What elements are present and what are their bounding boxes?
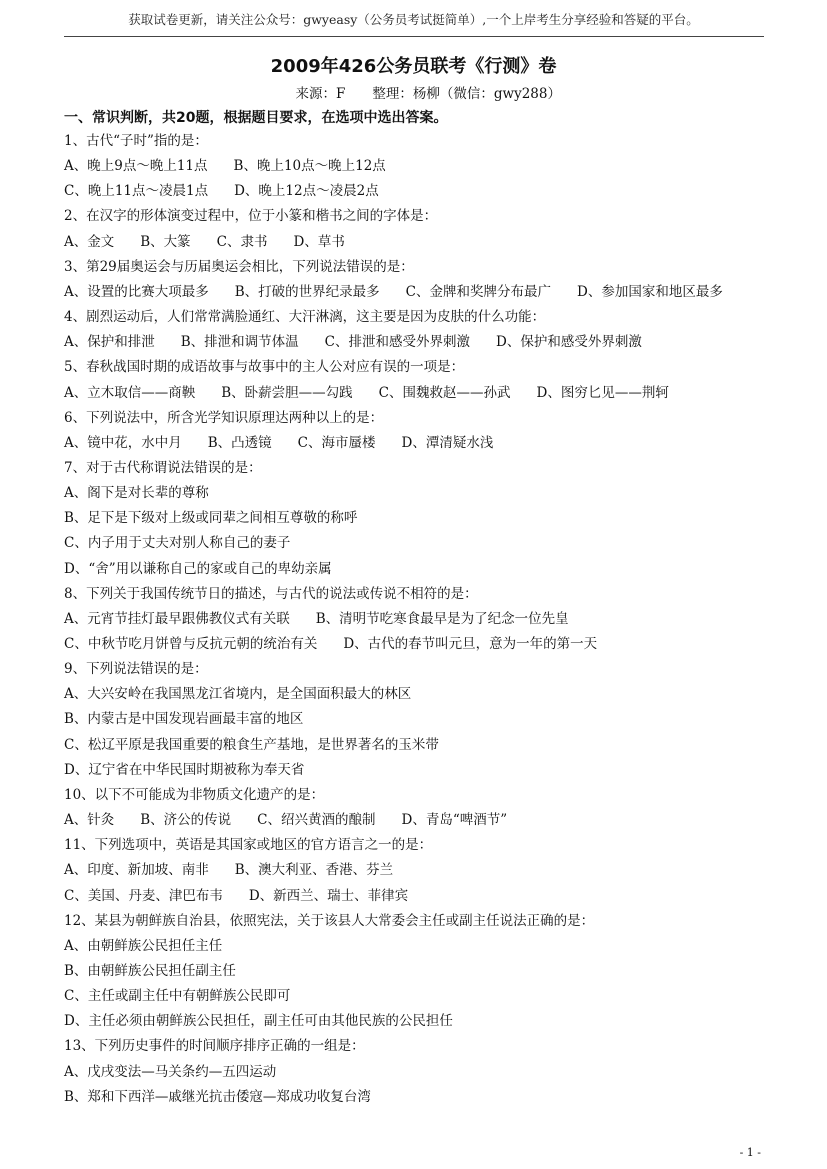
question-line: A、阁下是对长辈的尊称: [64, 485, 209, 502]
answer-option: C、围魏救赵——孙武: [378, 384, 511, 401]
options-row: [64, 811, 507, 829]
question-line: B、内蒙古是中国发现岩画最丰富的地区: [64, 711, 304, 728]
answer-option: B、打破的世界纪录最多: [234, 283, 380, 300]
question-line: 1、古代“子时”指的是：: [64, 133, 208, 149]
answer-option: C、金牌和奖牌分布最广: [405, 283, 552, 300]
section-heading: 一、常识判断，共20题，根据题目要求，在选项中选出答案。: [64, 110, 448, 126]
options-row: [64, 610, 569, 628]
answer-option: A、立木取信——商鞅: [64, 384, 196, 401]
question-line: B、由朝鲜族公民担任副主任: [64, 962, 236, 979]
options-row: [64, 861, 393, 879]
answer-option: A、金文: [64, 233, 115, 250]
question-line: 12、某县为朝鲜族自治县，依照宪法，关于该县人大常委会主任或副主任说法正确的是：: [64, 912, 595, 929]
answer-option: B、凸透镜: [207, 434, 272, 451]
answer-option: A、元宵节挂灯最早跟佛教仪式有关联: [64, 610, 290, 627]
answer-option: C、美国、丹麦、津巴布韦: [64, 887, 223, 904]
answer-option: D、古代的春节叫元旦，意为一年的第一天: [343, 636, 598, 652]
question-line: A、大兴安岭在我国黑龙江省境内，是全国面积最大的林区: [64, 686, 412, 703]
question-line: 8、下列关于我国传统节日的描述，与古代的说法或传说不相符的是：: [64, 585, 478, 602]
options-row: [64, 434, 493, 452]
options-row: [64, 182, 379, 200]
question-line: C、松辽平原是我国重要的粮食生产基地，是世界著名的玉米带: [64, 736, 439, 753]
answer-option: A、针灸: [64, 812, 115, 829]
answer-option: B、卧薪尝胆——勾践: [221, 384, 353, 401]
answer-option: D、草书: [293, 233, 345, 250]
question-line: 3、第29届奥运会与历届奥运会相比，下列说法错误的是：: [64, 258, 414, 275]
question-line: C、主任或副主任中有朝鲜族公民即可: [64, 988, 291, 1005]
answer-option: D、参加国家和地区最多: [577, 283, 723, 300]
question-line: 13、下列历史事件的时间顺序排序正确的一组是：: [64, 1038, 365, 1055]
header-note: 获取试卷更新，请关注公众号：gwyeasy（公务员考试挺简单）,一个上岸考生分享经验和答疑的平台。: [128, 12, 699, 27]
answer-option: A、镜中花，水中月: [64, 434, 182, 451]
options-row: [64, 333, 642, 351]
answer-option: D、潭清疑水浅: [401, 434, 494, 451]
question-line: 5、春秋战国时期的成语故事与故事中的主人公对应有误的一项是：: [64, 359, 465, 376]
answer-option: D、保护和感受外界刺激: [496, 334, 642, 351]
answer-option: B、澳大利亚、香港、芬兰: [234, 862, 394, 879]
question-line: 7、对于古代称谓说法错误的是：: [64, 459, 262, 476]
answer-option: B、济公的传说: [140, 812, 232, 829]
answer-option: A、晚上9点～晚上11点: [64, 158, 208, 175]
source-line: 来源：F 整理：杨柳（微信：gwy288）: [295, 86, 561, 102]
question-line: 9、下列说法错误的是：: [64, 661, 208, 678]
page-title: 2009年426公务员联考《行测》卷: [270, 56, 557, 77]
question-line: A、由朝鲜族公民担任主任: [64, 937, 223, 954]
question-line: D、主任必须由朝鲜族公民担任，副主任可由其他民族的公民担任: [64, 1013, 453, 1030]
question-line: 6、下列说法中，所含光学知识原理达两种以上的是：: [64, 409, 384, 426]
answer-option: D、晚上12点～凌晨2点: [234, 183, 379, 200]
question-line: B、郑和下西洋—戚继光抗击倭寇—郑成功收复台湾: [64, 1088, 371, 1105]
answer-option: C、绍兴黄酒的酿制: [257, 812, 376, 829]
question-line: 10、以下不可能成为非物质文化遗产的是：: [64, 786, 325, 803]
answer-option: B、大篆: [140, 233, 191, 250]
question-line: D、“舍”用以谦称自己的家或自己的卑幼亲属: [64, 560, 332, 577]
answer-option: C、晚上11点～凌晨1点: [64, 183, 209, 200]
options-row: [64, 635, 597, 653]
options-row: [64, 283, 723, 301]
answer-option: C、海市蜃楼: [297, 434, 376, 451]
answer-option: A、设置的比赛大项最多: [64, 283, 209, 300]
question-line: B、足下是下级对上级或同辈之间相互尊敬的称呼: [64, 510, 358, 527]
answer-option: B、排泄和调节体温: [180, 334, 299, 351]
answer-option: A、保护和排泄: [64, 334, 155, 351]
question-line: C、内子用于丈夫对别人称自己的妻子: [64, 535, 291, 552]
answer-option: C、排泄和感受外界刺激: [324, 334, 471, 351]
options-row: [64, 887, 408, 905]
options-row: [64, 157, 386, 175]
page-number: - 1 -: [739, 1146, 761, 1159]
question-line: 11、下列选项中，英语是其国家或地区的官方语言之一的是：: [64, 837, 433, 854]
question-line: 2、在汉字的形体演变过程中，位于小篆和楷书之间的字体是：: [64, 208, 438, 225]
answer-option: C、隶书: [216, 233, 268, 250]
question-line: D、辽宁省在中华民国时期被称为奉天省: [64, 761, 305, 778]
answer-option: A、印度、新加坡、南非: [64, 862, 209, 879]
answer-option: D、新西兰、瑞士、菲律宾: [248, 887, 409, 904]
header-divider: [64, 36, 764, 37]
options-row: [64, 233, 345, 251]
options-row: [64, 384, 669, 402]
question-line: A、戊戌变法—马关条约—五四运动: [64, 1063, 277, 1080]
answer-option: C、中秋节吃月饼曾与反抗元朝的统治有关: [64, 636, 318, 652]
answer-option: B、清明节吃寒食最早是为了纪念一位先皇: [315, 610, 569, 627]
answer-option: D、图穷匕见——荆轲: [536, 384, 669, 401]
answer-option: D、青岛“啤酒节”: [401, 812, 508, 829]
answer-option: B、晚上10点～晚上12点: [233, 158, 386, 175]
question-line: 4、剧烈运动后，人们常常满脸通红、大汗淋漓，这主要是因为皮肤的什么功能：: [64, 309, 546, 326]
